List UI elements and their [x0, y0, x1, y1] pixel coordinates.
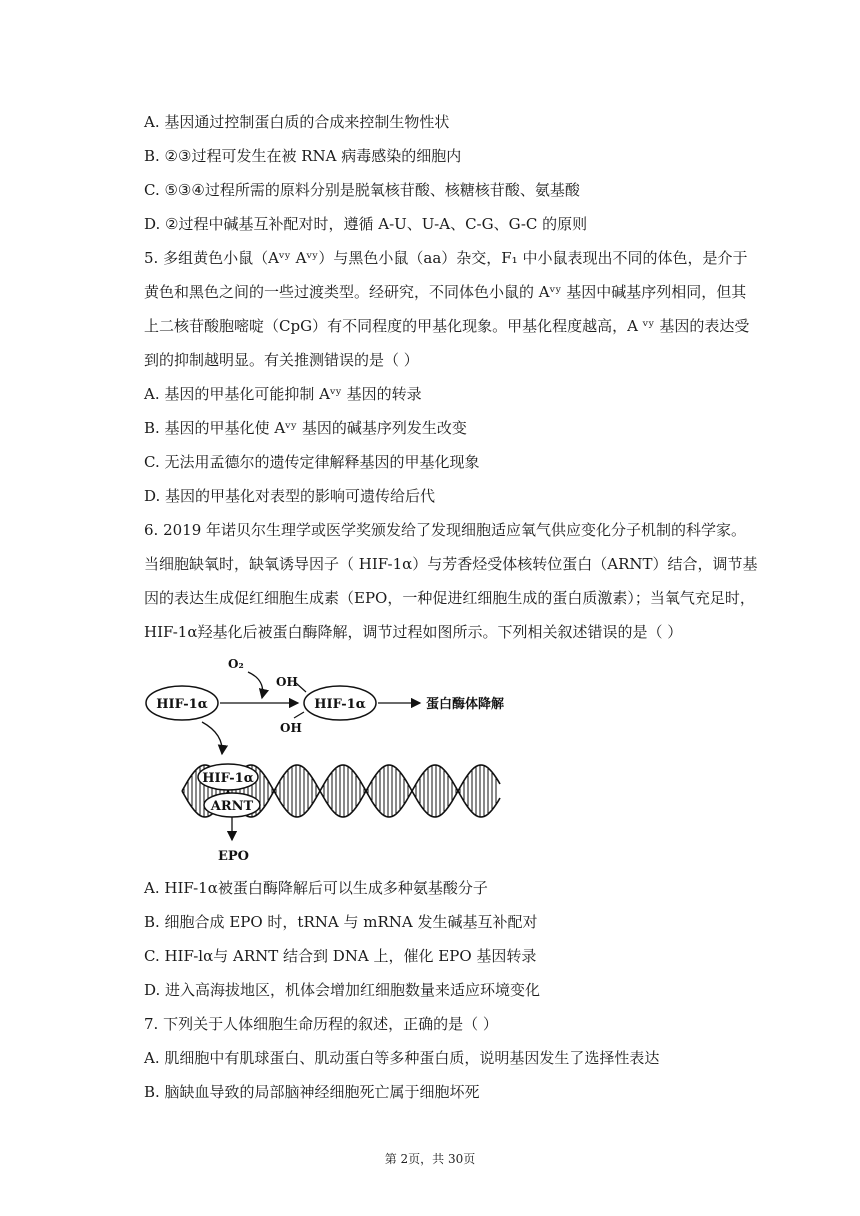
- binding-arrow: [202, 722, 222, 754]
- oh-label-top: OH: [276, 675, 298, 689]
- option-line: C. 无法用孟德尔的遗传定律解释基因的甲基化现象: [144, 453, 480, 471]
- question-stem-line: 上二核苷酸胞嘧啶（CpG）有不同程度的甲基化现象。甲基化程度越高，A ᵛʸ 基因的表达受: [144, 317, 750, 335]
- o2-arrow: [248, 672, 263, 698]
- option-line: A. 肌细胞中有肌球蛋白、肌动蛋白等多种蛋白质，说明基因发生了选择性表达: [144, 1049, 660, 1067]
- option-line: C. ⑤③④过程所需的原料分别是脱氧核苷酸、核糖核苷酸、氨基酸: [144, 181, 580, 199]
- degradation-label: 蛋白酶体降解: [426, 697, 505, 712]
- option-line: B. 基因的甲基化使 Aᵛʸ 基因的碱基序列发生改变: [144, 419, 467, 437]
- option-line: B. 脑缺血导致的局部脑神经细胞死亡属于细胞坏死: [144, 1083, 480, 1101]
- option-line: D. ②过程中碱基互补配对时，遵循 A-U、U-A、C-G、G-C 的原则: [144, 215, 588, 233]
- hif-label-left: HIF-1α: [156, 697, 208, 712]
- hif-regulation-diagram: [144, 650, 564, 870]
- option-line: D. 进入高海拔地区，机体会增加红细胞数量来适应环境变化: [144, 981, 541, 999]
- question-stem-line: HIF-1α羟基化后被蛋白酶降解，调节过程如图所示。下列相关叙述错误的是（ ）: [144, 623, 683, 641]
- hif-label-dna: HIF-1α: [202, 771, 254, 786]
- oh-bond-bottom: [294, 712, 304, 718]
- question-stem-line: 到的抑制越明显。有关推测错误的是（ ）: [144, 351, 419, 369]
- option-line: B. 细胞合成 EPO 时，tRNA 与 mRNA 发生碱基互补配对: [144, 913, 538, 931]
- question-stem-line: 黄色和黑色之间的一些过渡类型。经研究，不同体色小鼠的 Aᵛʸ 基因中碱基序列相同，但其: [144, 283, 747, 301]
- option-line: C. HIF-lα与 ARNT 结合到 DNA 上，催化 EPO 基因转录: [144, 947, 537, 965]
- question-stem-line: 因的表达生成促红细胞生成素（EPO，一种促进红细胞生成的蛋白质激素）；当氧气充足时，: [144, 589, 755, 607]
- option-line: A. 基因通过控制蛋白质的合成来控制生物性状: [144, 113, 450, 131]
- arnt-label: ARNT: [210, 799, 254, 814]
- option-line: A. 基因的甲基化可能抑制 Aᵛʸ 基因的转录: [144, 385, 422, 403]
- page-footer: 第 2页，共 30页: [384, 1152, 476, 1166]
- option-line: A. HIF-1α被蛋白酶降解后可以生成多种氨基酸分子: [144, 879, 488, 897]
- o2-label: O₂: [228, 657, 244, 671]
- question-stem-line: 当细胞缺氧时，缺氧诱导因子（ HIF-1α）与芳香烃受体核转位蛋白（ARNT）结合，调节基: [144, 555, 758, 573]
- option-line: D. 基因的甲基化对表型的影响可遗传给后代: [144, 487, 436, 505]
- option-line: B. ②③过程可发生在被 RNA 病毒感染的细胞内: [144, 147, 462, 165]
- hif-label-right: HIF-1α: [314, 697, 366, 712]
- question-stem-line: 6. 2019 年诺贝尔生理学或医学奖颁发给了发现细胞适应氧气供应变化分子机制的科学家。: [144, 521, 747, 539]
- question-stem-line: 7. 下列关于人体细胞生命历程的叙述，正确的是（ ）: [144, 1015, 498, 1033]
- question-stem-line: 5. 多组黄色小鼠（Aᵛʸ Aᵛʸ）与黑色小鼠（aa）杂交，F₁ 中小鼠表现出不同的体色，是介于: [144, 249, 748, 267]
- oh-label-bottom: OH: [280, 721, 302, 735]
- epo-label: EPO: [218, 849, 250, 864]
